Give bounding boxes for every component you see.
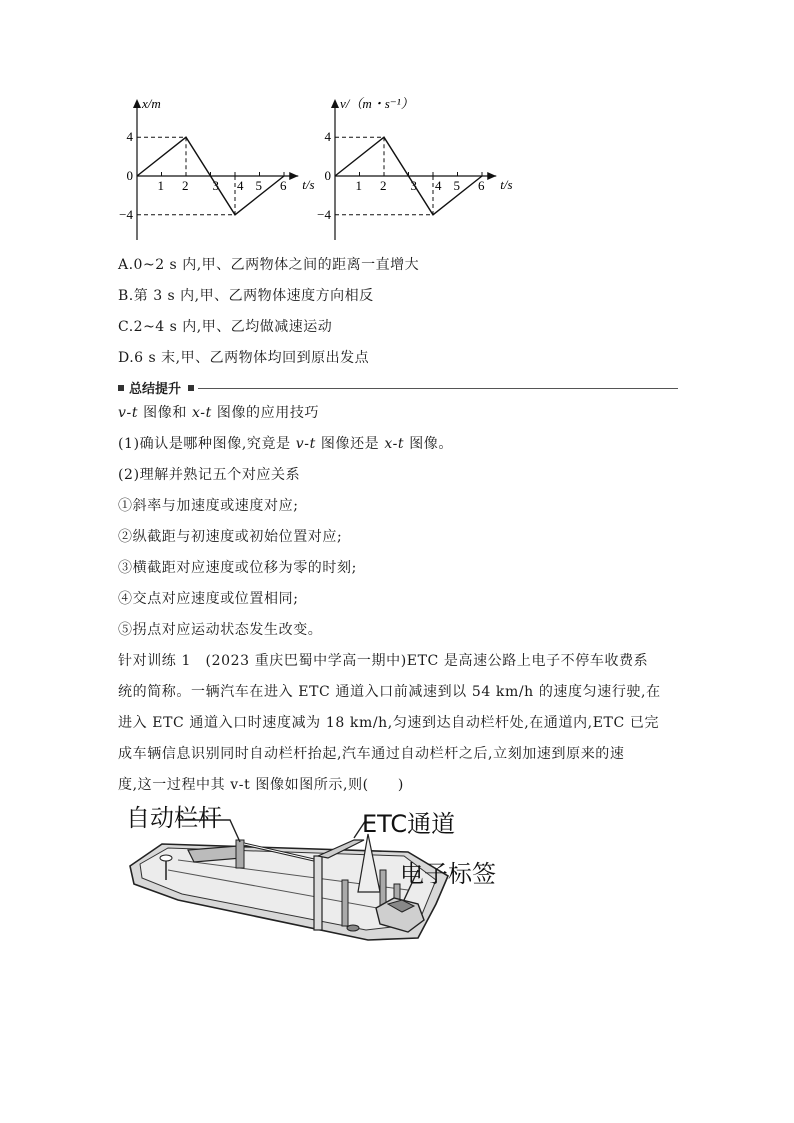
exercise-line: 进入 ETC 通道入口时速度减为 18 km/h,匀速到达自动栏杆处,在通道内,ETC 已完 bbox=[118, 715, 660, 731]
lane-post bbox=[342, 880, 348, 926]
y-tick-label: 0 bbox=[324, 168, 331, 183]
x-tick-label: 2 bbox=[380, 178, 387, 193]
heading-square-icon bbox=[118, 385, 124, 391]
x-tick-label: 6 bbox=[478, 178, 485, 193]
label-etc: ETC通道 bbox=[362, 810, 456, 838]
exercise-line: 统的简称。一辆汽车在进入 ETC 通道入口前减速到以 54 km/h 的速度匀速行驶,在 bbox=[118, 684, 661, 700]
option-d: D.6 s 末,甲、乙两物体均回到原出发点 bbox=[118, 350, 370, 366]
summary-item: ③横截距对应速度或位移为零的时刻; bbox=[118, 560, 357, 576]
summary-body bbox=[118, 398, 678, 646]
summary-item: ④交点对应速度或位置相同; bbox=[118, 591, 299, 607]
x-tick-label: 3 bbox=[410, 178, 417, 193]
x-t-graph bbox=[112, 90, 315, 254]
gantry-pillar bbox=[314, 856, 322, 930]
y-tick-label: 0 bbox=[126, 168, 133, 183]
option-a: A.0~2 s 内,甲、乙两物体之间的距离一直增大 bbox=[118, 257, 420, 273]
y-tick-label: 4 bbox=[324, 129, 331, 145]
summary-item: ①斜率与加速度或速度对应; bbox=[118, 498, 299, 514]
summary-step-1: (1)确认是哪种图像,究竟是 v-t 图像还是 x-t 图像。 bbox=[118, 436, 453, 452]
heading-rule bbox=[198, 388, 678, 389]
summary-heading bbox=[118, 378, 678, 398]
summary-item: ②纵截距与初速度或初始位置对应; bbox=[118, 529, 343, 545]
y-axis-arrow-icon bbox=[133, 99, 141, 108]
motion-graphs bbox=[112, 90, 532, 250]
x-tick-label: 4 bbox=[435, 178, 442, 193]
x-axis-label: t/s bbox=[302, 177, 315, 192]
x-tick-label: 6 bbox=[280, 178, 287, 193]
y-axis-label: x/m bbox=[142, 96, 161, 111]
etc-lane-svg bbox=[118, 800, 538, 950]
x-axis-arrow-icon bbox=[289, 172, 298, 180]
x-tick-label: 4 bbox=[237, 178, 244, 193]
option-c: C.2~4 s 内,甲、乙均做减速运动 bbox=[118, 319, 333, 335]
x-tick-label: 2 bbox=[182, 178, 189, 193]
x-tick-label: 5 bbox=[453, 178, 460, 193]
exercise-text bbox=[118, 646, 678, 801]
etc-lane-illustration bbox=[118, 800, 538, 950]
label-tag: 电子标签 bbox=[400, 860, 496, 888]
x-tick-label: 1 bbox=[355, 178, 362, 193]
exercise-line: 针对训练 1 (2023 重庆巴蜀中学高一期中)ETC 是高速公路上电子不停车收费系 bbox=[118, 653, 649, 669]
summary-step-2: (2)理解并熟记五个对应关系 bbox=[118, 467, 301, 483]
heading-square-icon bbox=[188, 385, 194, 391]
post-base bbox=[347, 925, 359, 931]
sign-disc bbox=[160, 855, 172, 861]
y-tick-label: −4 bbox=[119, 206, 133, 222]
summary-item: ⑤拐点对应运动状态发生改变。 bbox=[118, 622, 323, 638]
y-tick-label: 4 bbox=[126, 129, 133, 145]
exercise-line: 度,这一过程中其 v-t 图像如图所示,则( ) bbox=[118, 777, 404, 793]
option-b: B.第 3 s 内,甲、乙两物体速度方向相反 bbox=[118, 288, 374, 304]
v-t-graph bbox=[310, 90, 530, 254]
summary-title: v-t 图像和 x-t 图像的应用技巧 bbox=[118, 405, 320, 421]
v-t-graph-svg bbox=[310, 90, 530, 250]
exercise-line: 成车辆信息识别同时自动栏杆抬起,汽车通过自动栏杆之后,立刻加速到原来的速 bbox=[118, 746, 625, 762]
x-axis-label: t/s bbox=[500, 177, 513, 192]
x-tick-label: 1 bbox=[157, 178, 164, 193]
x-t-graph-svg bbox=[112, 90, 315, 250]
x-tick-label: 3 bbox=[212, 178, 219, 193]
y-axis-label: v/（m・s⁻¹） bbox=[340, 96, 414, 111]
x-tick-label: 5 bbox=[255, 178, 262, 193]
summary-heading-title: 总结提升 bbox=[129, 382, 182, 397]
y-axis-arrow-icon bbox=[331, 99, 339, 108]
label-barrier: 自动栏杆 bbox=[126, 804, 222, 832]
x-axis-arrow-icon bbox=[487, 172, 496, 180]
barrier-post bbox=[236, 840, 244, 868]
y-tick-label: −4 bbox=[317, 206, 331, 222]
